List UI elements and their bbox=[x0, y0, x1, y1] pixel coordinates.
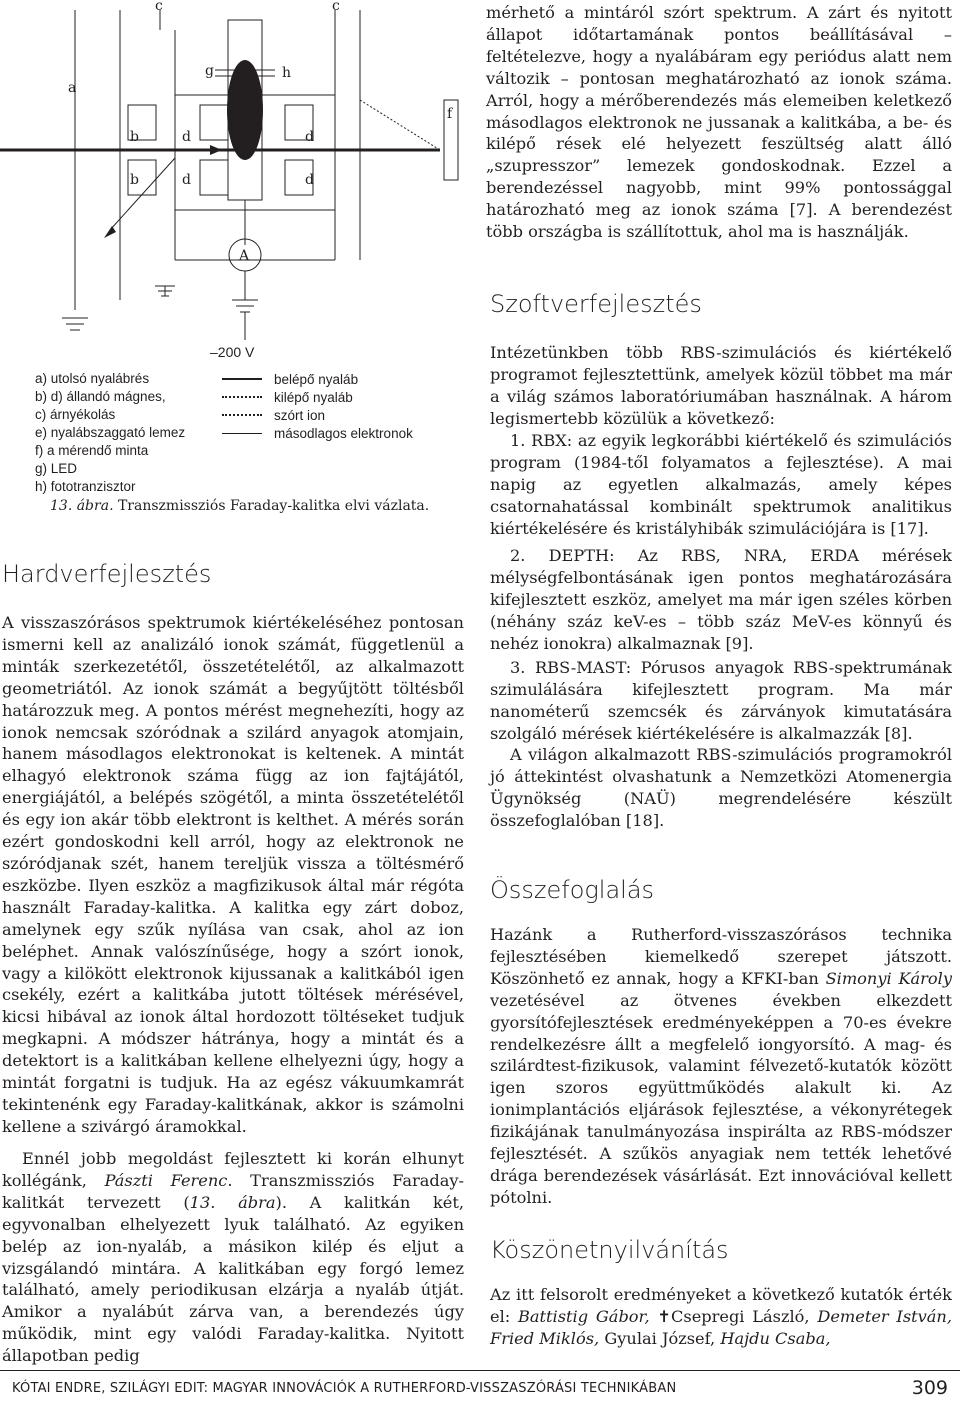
legend-item: f) a mérendő minta bbox=[35, 443, 149, 458]
szoftver-paragraph-1: Intézetünkben több RBS-szimulációs és kiértékelő programot fejlesztettünk, amelyek közül többet ma már a világ számos laboratóriumában használnak. A három legismertebb közülük a következő: bbox=[490, 343, 952, 428]
szoftver-paragraph-5: A világon alkalmazott RBS-szimulációs programokról jó áttekintést olvashatunk a Nemzetközi Atomenergia Ügynökség (NAÜ) megrendelésére készült összefoglalóban [18]. bbox=[490, 745, 952, 830]
label-d-3: d bbox=[305, 129, 314, 145]
beam-arrowhead bbox=[210, 145, 222, 155]
faraday-cage-diagram bbox=[0, 0, 470, 350]
voltage-label: –200 V bbox=[210, 344, 255, 360]
person-name: Battistig Gábor, bbox=[518, 1306, 650, 1326]
hardver-paragraph-1: A visszaszórásos spektrumok kiértékeléséhez pontosan ismerni kell az analizáló ionok számát, függetlenül a minták szerkezetétől, összetételétől, az alkalmazott geometriától. Az ionok számát a begyűjtött töltésből határozzuk meg. A pontos mérést megnehezíti, hogy az ionok nemcsak szóródnak a szilárd anyagok atomjain, hanem másodlagos elektronokat is keltenek. A mintát elhagyó elektronok száma függ az ion fajtájától, energiájától, a belépés szögétől, a minta összetételétől és egy ion akár több elektront is kelthet. A mérés során ezért gondoskodni kell arról, hogy az elektronok ne szóródjanak szét, hanem tereljük vissza a töltésmérő eszközbe. Ilyen eszköz a magfizikusok által már régóta használt Faraday-kalitka. A kalitka egy zárt doboz, amelynek egy szűk nyílása van csak, ahol az ion beléphet. Annak valószínűsége, hogy a szórt ionok, vagy a kilökött elektronok kijussanak a kalitkából igen csekély, ezért a kalitkába jutott töltések mérésével, kicsi hibával az ionok által hordozott töltéseket tudjuk megkapni. A módszer hátránya, hogy a mintát és a detektort is a kalitkában kellene elhelyezni úgy, hogy a mintát forgatni is tudjuk. Ha az egész vákuumkamrát tekintenénk egy Faraday-kalitkának, akkor is számolni kellene a szivárgó áramokkal. bbox=[2, 613, 464, 1136]
legend-item: g) LED bbox=[35, 461, 78, 476]
legend-item: belépő nyaláb bbox=[274, 371, 359, 387]
label-d-2: d bbox=[182, 172, 191, 188]
person-name: Pászti Ferenc bbox=[104, 1170, 228, 1190]
thin-line-icon bbox=[222, 433, 262, 434]
label-b-top: b bbox=[130, 129, 139, 145]
page-footer bbox=[0, 1370, 960, 1405]
label-ammeter: A bbox=[239, 248, 250, 264]
solid-thick-line-icon bbox=[222, 378, 262, 380]
heading-hardverfejlesztes: Hardverfejlesztés bbox=[2, 560, 212, 588]
legend-item: a) utolsó nyalábrés bbox=[35, 371, 150, 386]
person-name: Hajdu Csaba, bbox=[720, 1328, 831, 1348]
dotted-line-icon bbox=[222, 414, 262, 416]
legend-item: szórt ion bbox=[274, 407, 326, 423]
diagram-legend-right bbox=[222, 370, 452, 442]
koszonet-paragraph: Az itt felsorolt eredményeket a következő kutatók érték el: Battistig Gábor, ✝Csepregi László, Demeter István, Fried Miklós, Gyulai József, Hajdu Csaba, bbox=[490, 1285, 953, 1348]
legend-item: h) fototranzisztor bbox=[35, 479, 136, 494]
label-g: g bbox=[205, 63, 214, 79]
person-name: Demeter István, Fried Miklós, bbox=[490, 1306, 953, 1348]
diagram-legend-left bbox=[35, 370, 235, 496]
legend-item: e) nyalábszaggató lemez bbox=[35, 425, 186, 440]
heading-osszefoglalas: Összefoglalás bbox=[490, 876, 655, 904]
figure-caption bbox=[50, 498, 450, 514]
label-c-right: c bbox=[332, 0, 340, 14]
label-b-bottom: b bbox=[130, 172, 139, 188]
label-e: e bbox=[239, 80, 248, 96]
label-c-left: c bbox=[155, 0, 163, 14]
label-f: f bbox=[447, 106, 453, 122]
legend-item: kilépő nyaláb bbox=[274, 389, 353, 405]
label-h: h bbox=[282, 65, 292, 81]
szoftver-paragraph-2: 1. RBX: az egyik legkorábbi kiértékelő és szimulációs program (1984-től folyamatos a fejlesztése). A mai napig az egyetlen alkalmazás, amely képes csatornahatással kombinált spektrumok analitikus kiértékelésére és kristályhibák szimulációjára is [17]. bbox=[490, 431, 952, 538]
legend-item: b) d) állandó mágnes, bbox=[35, 389, 166, 404]
right-top-paragraph: mérhető a mintáról szórt spektrum. A zárt és nyitott állapot időtartamának pontos beállításával – feltételezve, hogy a nyalábáram egy periódus alatt nem változik – pontosan meghatározható az ionok száma. Arról, hogy a mérőberendezés más elemeiben keletkező másodlagos elektronok ne jussanak a kalitkába, a be- és kilépő rések elé helyezett feszültség alatt álló „szupresszor” lemezek gondoskodnak. Ezzel a berendezéssel nagyobb, mint 99% pontossággal határozható meg az ionok száma [7]. A berendezést több országba is szállítottuk, ahol ma is használják. bbox=[486, 3, 952, 242]
heading-szoftverfejlesztes: Szoftverfejlesztés bbox=[490, 290, 702, 318]
person-name: Simonyi Károly bbox=[825, 968, 952, 988]
szoftver-paragraph-3: 2. DEPTH: Az RBS, NRA, ERDA mérések mélységfelbontásának igen pontos meghatározására kifejlesztett eszköz, amelyet ma már igen széles körben (néhány száz keV-es – több száz MeV-es könnyű és nehéz ionokra) alkalmaznak [9]. bbox=[490, 546, 952, 653]
hardver-paragraph-2: Ennél jobb megoldást fejlesztett ki korán elhunyt kollégánk, Pászti Ferenc. Transzmissziós Faraday-kalitkát tervezett (13. ábra). A kalitkán két, egyvonalban elhelyezett lyuk található. Az egyiken belép az ion-nyaláb, a másikon kilép és eljut a vizsgálandó mintára. A kalitkában egy forgó lemez található, amely periodikusan elzárja a nyaláb útját. Amikor a nyalábút zárva van, a berendezés úgy működik, mint egy valódi Faraday-kalitka. Nyitott állapotban pedig bbox=[2, 1149, 465, 1366]
figure-reference: 13. ábra bbox=[189, 1192, 276, 1212]
caption-text: Transzmissziós Faraday-kalitka elvi vázlata. bbox=[113, 498, 430, 514]
legend-item: c) árnyékolás bbox=[35, 407, 116, 422]
osszefoglalas-paragraph: Hazánk a Rutherford-visszaszórásos technika fejlesztésében kiemelkedő szerepet játszott. Köszönhető ez annak, hogy a KFKI-ban Simonyi Károly vezetésével az ötvenes években elkezdett gyorsítófejlesztések eredményeképpen a 70-es évekre rendelkezésre állt a megfelelő iongyorsító. A mag- és szilárdtest-fizikusok, valamint félvezető-kutatók között igen szoros együttműködés alakult ki. Az ionimplantációs eljárások fejlesztése, a vékonyrétegek fizikájának tanulmányozása inspirálta az RBS-módszer fejlesztését. A szűkös anyagiak nem tették lehetővé drága berendezések vásárlását. Ezt innovációval kellett pótolni. bbox=[490, 925, 952, 1207]
label-d-1: d bbox=[182, 129, 191, 145]
chopper-blade bbox=[227, 60, 263, 160]
dotted-line-icon bbox=[222, 396, 262, 398]
heading-koszonetnyilvanitas: Köszönetnyilvánítás bbox=[490, 1236, 729, 1264]
running-title: KÓTAI ENDRE, SZILÁGYI EDIT: MAGYAR INNOVÁCIÓK A RUTHERFORD-VISSZASZÓRÁSI TECHNIKÁBAN bbox=[12, 1381, 677, 1396]
caption-number: 13. ábra. bbox=[50, 498, 114, 514]
label-d-4: d bbox=[305, 172, 314, 188]
label-a: a bbox=[68, 80, 77, 96]
legend-item: másodlagos elektronok bbox=[274, 425, 413, 441]
szoftver-paragraph-4: 3. RBS-MAST: Pórusos anyagok RBS-spektrumának szimulálására kifejlesztett program. Ma már nanométerű szemcsék és zárványok kimutatására szolgáló mérések kiértékelésére is alkalmazzák [8]. bbox=[490, 658, 952, 743]
page-number: 309 bbox=[911, 1377, 948, 1399]
